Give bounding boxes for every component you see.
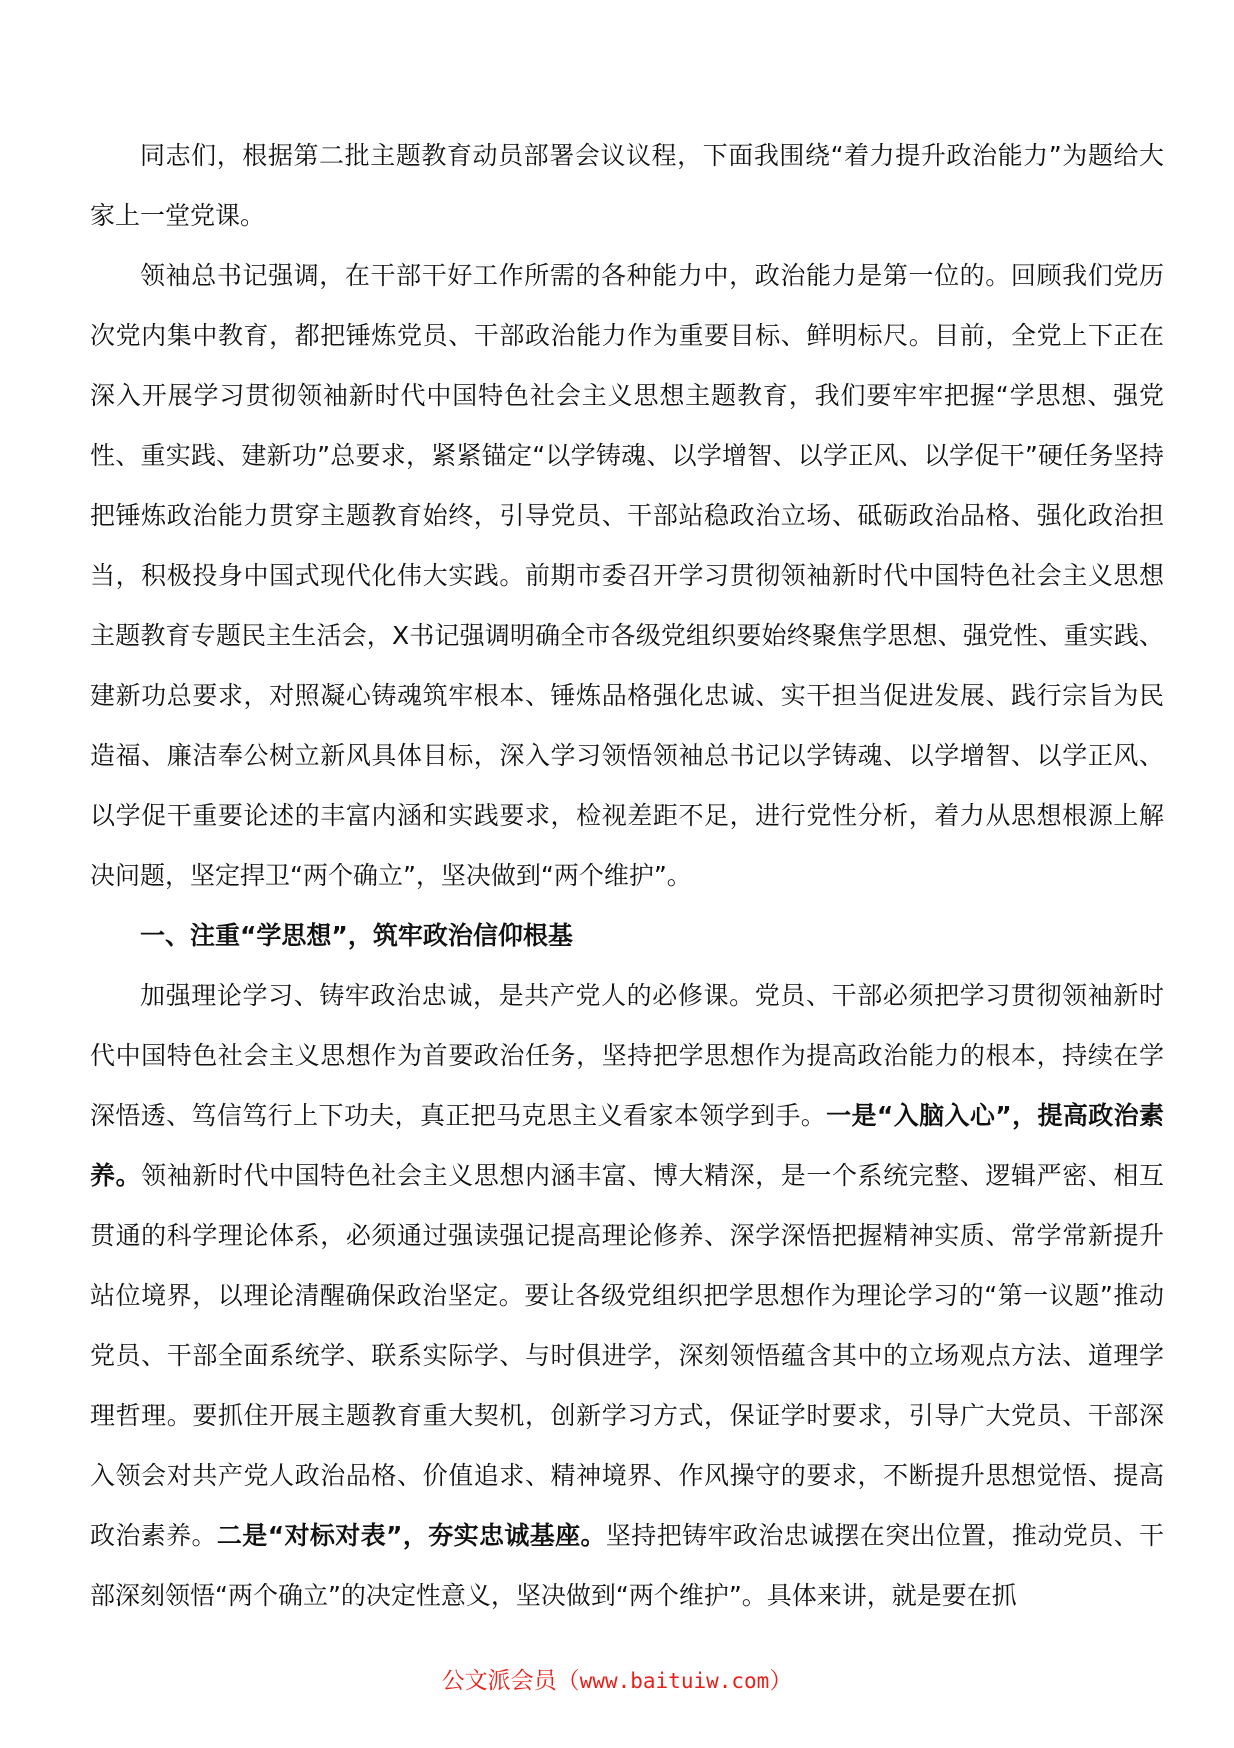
footer-watermark: [0, 1666, 1234, 1696]
bold-lead-point-1: 一是“入脑入心”，提高政治素养。: [90, 1101, 1164, 1190]
footer-url: www.baituiw.com: [579, 1669, 770, 1693]
paragraph-intro: 领袖总书记强调，在干部干好工作所需的各种能力中，政治能力是第一位的。回顾我们党历次党内集中教育，都把锤炼党员、干部政治能力作为重要目标、鲜明标尺。目前，全党上下正在深入开展学习贯彻领袖新时代中国特色社会主义思想主题教育，我们要牢牢把握“学思想、强党性、重实践、建新功”总要求，紧紧锚定“以学铸魂、以学增智、以学正风、以学促干”硬任务坚持把锤炼政治能力贯穿主题教育始终，引导党员、干部站稳政治立场、砥砺政治品格、强化政治担当，积极投身中国式现代化伟大实践。前期市委召开学习贯彻领袖新时代中国特色社会主义思想主题教育专题民主生活会，X书记强调明确全市各级党组织要始终聚焦学思想、强党性、重实践、建新功总要求，对照凝心铸魂筑牢根本、锤炼品格强化忠诚、实干担当促进发展、践行宗旨为民造福、廉洁奉公树立新风具体目标，深入学习领悟领袖总书记以学铸魂、以学增智、以学正风、以学促干重要论述的丰富内涵和实践要求，检视差距不足，进行党性分析，着力从思想根源上解决问题，坚定捍卫“两个确立”，坚决做到“两个维护”。: [90, 261, 1164, 890]
paragraph-text-segment: 加强理论学习、铸牢政治忠诚，是共产党人的必修课。党员、干部必须把学习贯彻领袖新时代中国特色社会主义思想作为首要政治任务，坚持把学思想作为提高政治能力的根本，持续在学深悟透、笃信笃行上下功夫，真正把马克思主义看家本领学到手。: [90, 981, 1164, 1130]
paragraph-text-segment: 坚持把铸牢政治忠诚摆在突出位置，推动党员、干部深刻领悟“两个确立”的决定性意义，坚决做到“两个维护”。具体来讲，就是要在抓: [90, 1521, 1164, 1610]
section-heading-1: 一、注重“学思想”，筑牢政治信仰根基: [140, 921, 573, 950]
document-body: [90, 126, 1164, 1626]
bold-lead-point-2: 二是“对标对表”，夯实忠诚基座。: [216, 1521, 606, 1550]
footer-label: 公文派会员（: [441, 1668, 580, 1694]
footer-close: ）: [769, 1668, 793, 1694]
paragraph-opening: 同志们，根据第二批主题教育动员部署会议议程，下面我围绕“着力提升政治能力”为题给大家上一堂党课。: [90, 141, 1164, 230]
paragraph-section-1: [90, 966, 1164, 1626]
paragraph-text-segment: 领袖新时代中国特色社会主义思想内涵丰富、博大精深，是一个系统完整、逻辑严密、相互贯通的科学理论体系，必须通过强读强记提高理论修养、深学深悟把握精神实质、常学常新提升站位境界，以理论清醒确保政治坚定。要让各级党组织把学思想作为理论学习的“第一议题”推动党员、干部全面系统学、联系实际学、与时俱进学，深刻领悟蕴含其中的立场观点方法、道理学理哲理。要抓住开展主题教育重大契机，创新学习方式，保证学时要求，引导广大党员、干部深入领会对共产党人政治品格、价值追求、精神境界、作风操守的要求，不断提升思想觉悟、提高政治素养。: [90, 1161, 1164, 1550]
